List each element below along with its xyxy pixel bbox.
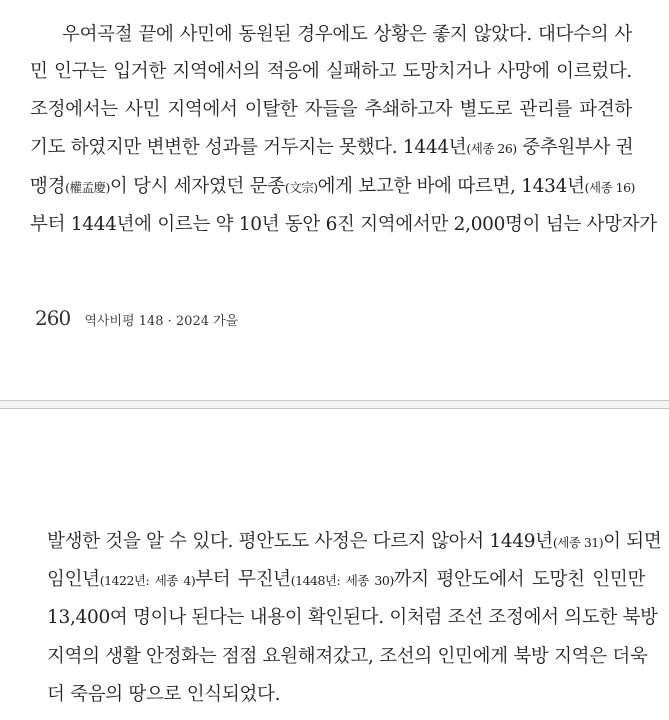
page-number: 260 [35,306,71,330]
body-text: 중추원부사 권 [516,137,634,158]
text-line [30,172,635,202]
annotation-text: (1422년: 세종 4) [99,573,196,588]
body-text: 더 죽음의 땅으로 인식되었다. [47,684,281,705]
journal-title: 역사비평 148 · 2024 가을 [84,314,239,329]
annotation-text: (세종 16) [584,180,635,195]
text-line [47,527,662,557]
body-text: 까지 평안도에서 도망친 인민만 [393,569,646,590]
text-line [30,133,632,163]
body-text: 에게 보고한 바에 따르면, 1434년 [317,176,585,197]
body-text: 부터 1444년에 이르는 약 10년 동안 6진 지역에서만 2,000명이 넘는 사망자가 [30,214,657,235]
text-line [62,20,632,50]
text-line [47,565,645,595]
text-line [47,642,648,672]
annotation-text: (세종 26) [466,141,517,156]
text-line [47,680,645,710]
body-text: 13,400여 명이나 된다는 내용이 확인된다. 이처럼 조선 조정에서 의도한 북방 [47,607,658,628]
annotation-text: (세종 31) [552,535,604,550]
body-text: 이 당시 세자였던 문종 [109,176,285,197]
body-text: 발생한 것을 알 수 있다. 평안도도 사정은 다르지 않아서 1449년 [47,531,553,552]
text-line [47,603,658,633]
text-line [30,95,632,125]
page-footer [35,306,238,330]
body-text: 우여곡절 끝에 사민에 동원된 경우에도 상황은 좋지 않았다. 대다수의 사 [62,24,632,45]
body-text: 맹경 [30,176,66,197]
body-text: 임인년 [47,569,100,590]
annotation-text: (權孟慶) [65,180,110,195]
page-divider [0,400,669,409]
body-text: 기도 하였지만 변변한 성과를 거두지는 못했다. 1444년 [30,137,467,158]
text-line [30,210,657,240]
annotation-text: (1448년: 세종 30) [290,573,394,588]
annotation-text: (文宗) [284,180,318,195]
body-text: 부터 무진년 [195,569,291,590]
body-text: 조정에서는 사민 지역에서 이탈한 자들을 추쇄하고자 별도로 관리를 파견하 [30,99,632,120]
body-text: 이 되면 [603,531,662,552]
body-text: 민 인구는 입거한 지역에서의 적응에 실패하고 도망치거나 사망에 이르렀다. [30,61,632,82]
text-line [30,57,632,87]
body-text: 지역의 생활 안정화는 점점 요원해져갔고, 조선의 인민에게 북방 지역은 더욱 [47,646,648,667]
